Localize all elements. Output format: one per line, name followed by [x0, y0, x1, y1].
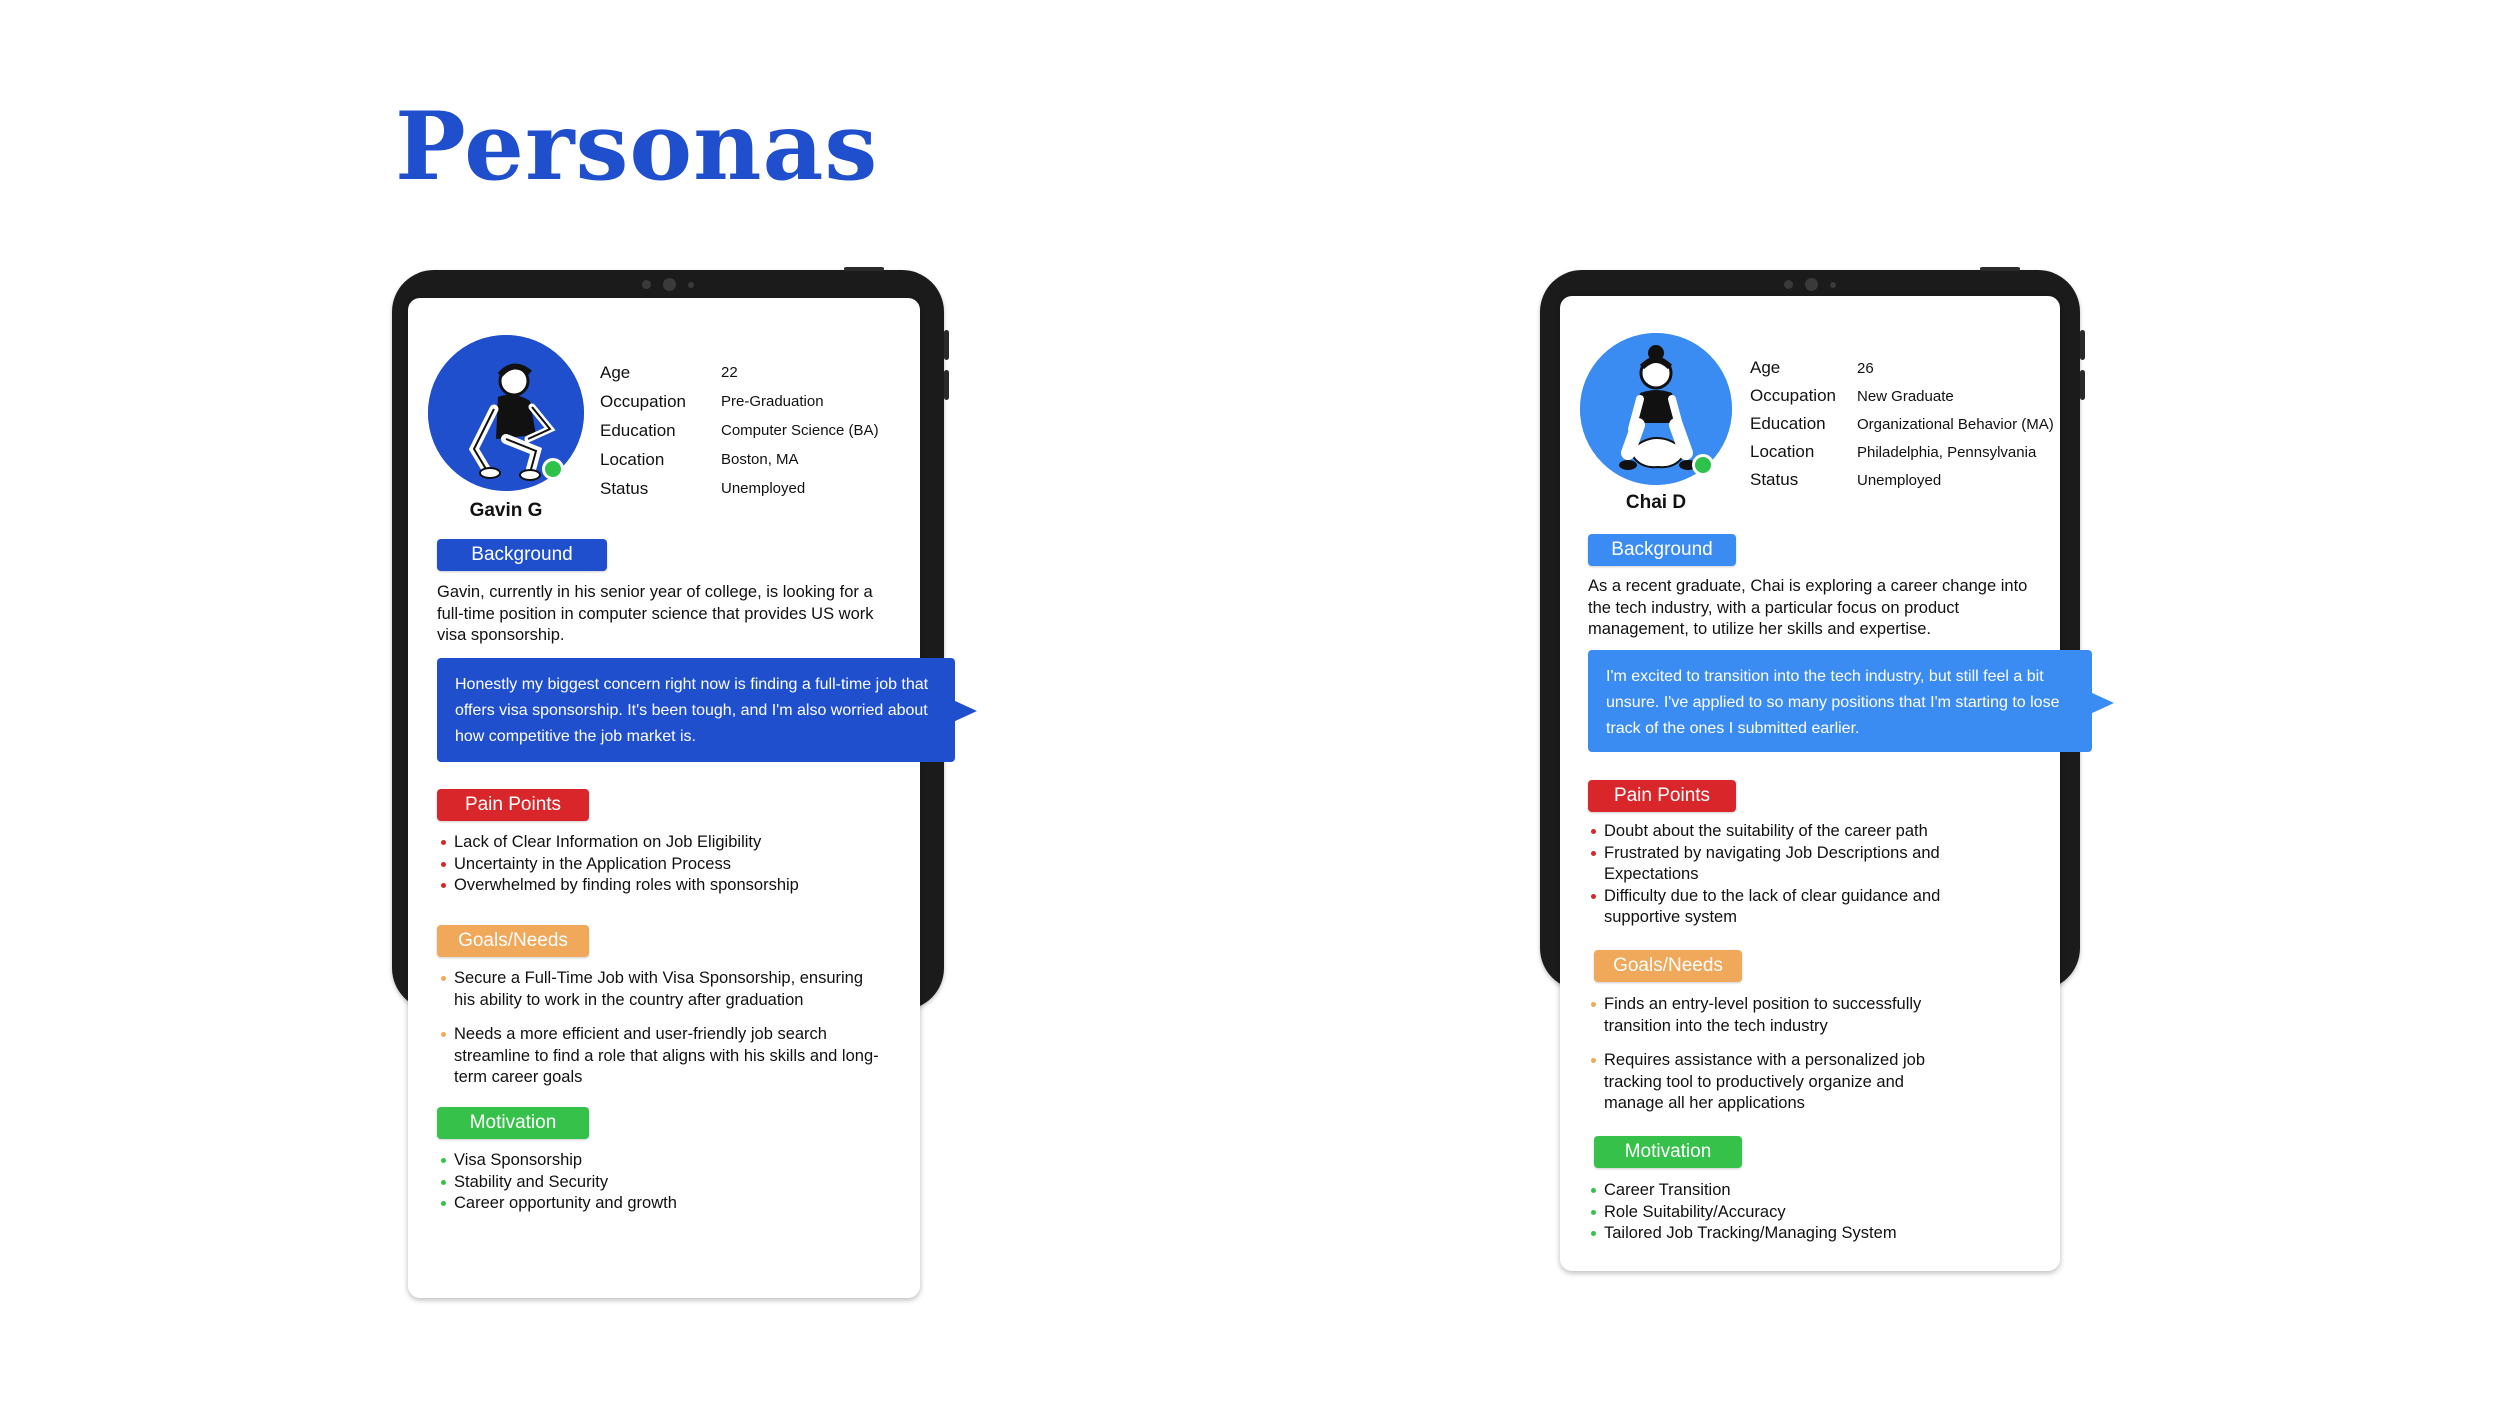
info-label: Status: [600, 478, 649, 498]
persona-card-gavin: [408, 298, 929, 1298]
info-label: Age: [1750, 358, 1781, 377]
info-row-status: [600, 474, 879, 503]
info-row-status: [1750, 466, 2054, 494]
list-item: Doubt about the suitability of the career path: [1588, 821, 1988, 843]
info-value: Philadelphia, Pennsylvania: [1857, 443, 2037, 461]
info-value: Boston, MA: [721, 451, 799, 468]
goals-tag: Goals/Needs: [1594, 950, 1742, 982]
motivation-tag: Motivation: [1594, 1136, 1742, 1168]
list-item: Career Transition: [1588, 1180, 2008, 1202]
list-item: Role Suitability/Accuracy: [1588, 1202, 2008, 1224]
pain-points-list: [1588, 821, 1988, 929]
info-label: Location: [1750, 442, 1815, 461]
list-item: Visa Sponsorship: [438, 1150, 888, 1172]
camera-notch: [1784, 278, 1836, 291]
info-row-occupation: [600, 387, 879, 416]
background-tag: Background: [1588, 534, 1736, 566]
motivation-list: [438, 1150, 888, 1215]
info-value: Unemployed: [721, 480, 806, 497]
online-status-icon: [542, 458, 564, 480]
speech-tail-icon: [2090, 692, 2114, 714]
pain-points-tag: Pain Points: [1588, 780, 1736, 812]
info-row-age: [1750, 354, 2054, 382]
quote-bubble: [1588, 650, 2092, 752]
background-text: As a recent graduate, Chai is exploring a career change into the tech industry, with a particular focus on product management, to utilize her skills and expertise.: [1588, 577, 2028, 638]
info-label: Education: [1750, 414, 1826, 433]
list-item: Career opportunity and growth: [438, 1193, 888, 1215]
info-row-education: [600, 416, 879, 445]
info-value: New Graduate: [1857, 387, 1954, 405]
quote-text: Honestly my biggest concern right now is finding a full-time job that offers visa sponsorship. It's been tough, and I'm also worried about how competitive the job market is.: [455, 676, 929, 745]
info-value: Pre-Graduation: [721, 393, 824, 410]
speech-tail-icon: [953, 700, 977, 722]
info-label: Age: [600, 362, 631, 382]
page-title: Personas: [395, 92, 879, 202]
info-value: 22: [721, 364, 738, 381]
quote-text: I'm excited to transition into the tech industry, but still feel a bit unsure. I've applied to so many positions that I'm starting to lose track of the ones I submitted earlier.: [1606, 668, 2060, 737]
list-item: Frustrated by navigating Job Descriptions and Expectations: [1588, 843, 1988, 886]
info-row-location: [1750, 438, 2054, 466]
list-item: Lack of Clear Information on Job Eligibility: [438, 832, 908, 854]
info-value: Organizational Behavior (MA): [1857, 415, 2054, 433]
list-item: Uncertainty in the Application Process: [438, 854, 908, 876]
pain-points-list: [438, 832, 908, 897]
motivation-tag: Motivation: [437, 1107, 589, 1139]
persona-name: Chai D: [1625, 492, 1687, 513]
info-label: Education: [600, 420, 676, 440]
pain-points-tag: Pain Points: [437, 789, 589, 821]
info-label: Occupation: [600, 391, 686, 411]
info-label: Occupation: [1750, 386, 1836, 405]
background-text: Gavin, currently in his senior year of college, is looking for a full-time position in computer science that provides US work visa sponsorship.: [437, 583, 874, 644]
list-item: Tailored Job Tracking/Managing System: [1588, 1223, 2008, 1245]
info-value: Computer Science (BA): [721, 422, 879, 439]
list-item: Stability and Security: [438, 1172, 888, 1194]
list-item: Needs a more efficient and user-friendly job search streamline to find a role that aligns with his skills and long-term career goals: [438, 1024, 888, 1089]
info-row-education: [1750, 410, 2054, 438]
list-item: Secure a Full-Time Job with Visa Sponsorship, ensuring his ability to work in the country after graduation: [438, 968, 888, 1011]
persona-name: Gavin G: [469, 500, 543, 521]
info-row-occupation: [1750, 382, 2054, 410]
info-label: Location: [600, 449, 665, 469]
motivation-list: [1588, 1180, 2008, 1245]
info-table: [1750, 354, 2054, 494]
info-row-age: [600, 358, 879, 387]
background-tag: Background: [437, 539, 607, 571]
quote-bubble: [437, 658, 955, 762]
info-value: 26: [1857, 359, 1874, 377]
info-value: Unemployed: [1857, 471, 1942, 489]
info-table: [600, 358, 879, 503]
list-item: Overwhelmed by finding roles with sponsorship: [438, 875, 908, 897]
goals-list: [438, 968, 888, 1089]
camera-notch: [642, 278, 694, 291]
list-item: Difficulty due to the lack of clear guidance and supportive system: [1588, 886, 1988, 929]
list-item: Finds an entry-level position to successfully transition into the tech industry: [1588, 994, 1948, 1037]
list-item: Requires assistance with a personalized job tracking tool to productively organize and manage all her applications: [1588, 1050, 1948, 1115]
goals-tag: Goals/Needs: [437, 925, 589, 957]
info-row-location: [600, 445, 879, 474]
online-status-icon: [1692, 454, 1714, 476]
info-label: Status: [1750, 470, 1799, 489]
goals-list: [1588, 994, 1948, 1115]
persona-card-chai: [1560, 296, 2060, 1271]
